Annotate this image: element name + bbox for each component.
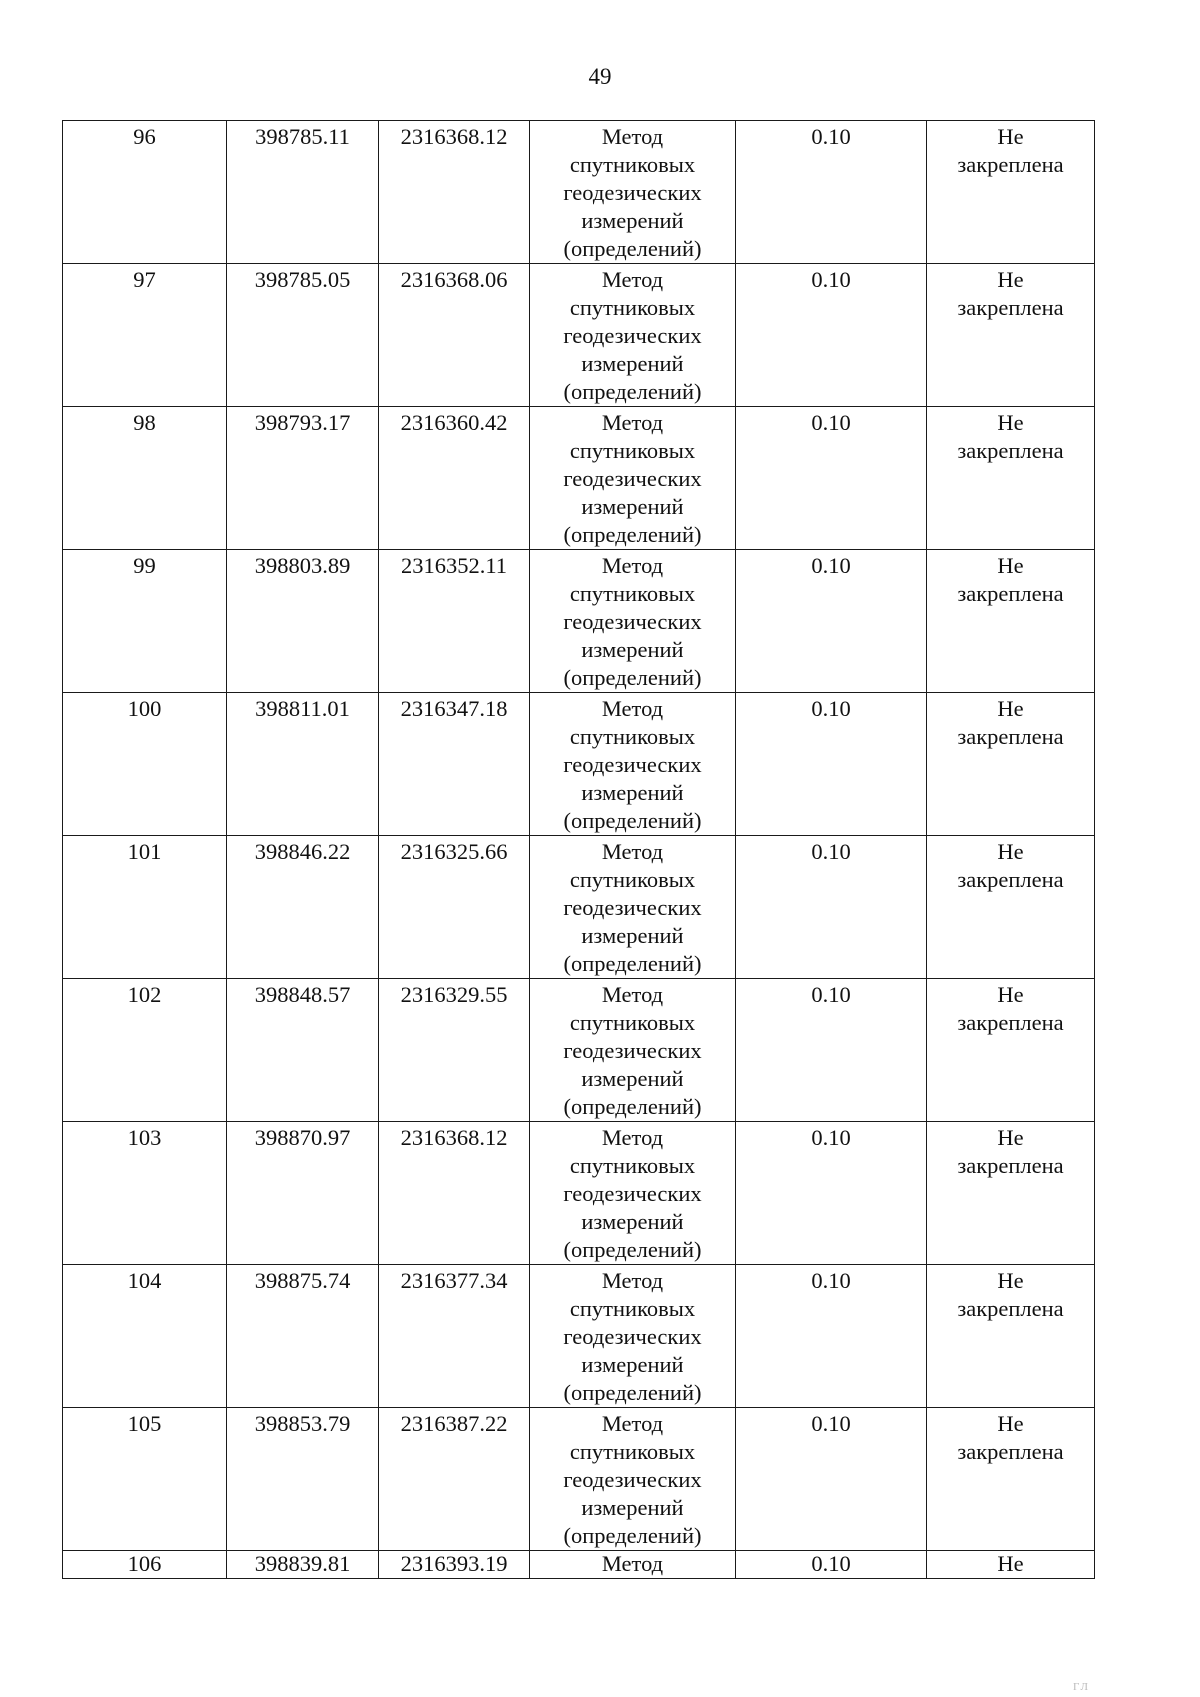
status-cell: Не закреплена [927, 693, 1095, 836]
table-row [63, 1408, 1095, 1551]
y-coordinate-cell: 2316329.55 [379, 979, 530, 1122]
y-coordinate-cell: 2316347.18 [379, 693, 530, 836]
method-cell: Метод спутниковых геодезических измерений (определений) [530, 693, 736, 836]
accuracy-cell: 0.10 [736, 121, 927, 264]
method-cell: Метод спутниковых геодезических измерений (определений) [530, 550, 736, 693]
point-number-cell: 100 [63, 693, 227, 836]
method-cell: Метод спутниковых геодезических измерений (определений) [530, 1122, 736, 1265]
status-cell: Не закреплена [927, 407, 1095, 550]
x-coordinate-cell: 398875.74 [227, 1265, 379, 1408]
method-cell: Метод спутниковых геодезических измерений (определений) [530, 836, 736, 979]
x-coordinate-cell: 398846.22 [227, 836, 379, 979]
x-coordinate-cell: 398811.01 [227, 693, 379, 836]
method-cell: Метод [530, 1551, 736, 1579]
table-row [63, 1122, 1095, 1265]
status-cell: Не закреплена [927, 1122, 1095, 1265]
point-number-cell: 106 [63, 1551, 227, 1579]
point-number-cell: 102 [63, 979, 227, 1122]
y-coordinate-cell: 2316377.34 [379, 1265, 530, 1408]
x-coordinate-cell: 398785.05 [227, 264, 379, 407]
status-cell: Не закреплена [927, 1408, 1095, 1551]
y-coordinate-cell: 2316393.19 [379, 1551, 530, 1579]
x-coordinate-cell: 398785.11 [227, 121, 379, 264]
method-cell: Метод спутниковых геодезических измерений (определений) [530, 407, 736, 550]
accuracy-cell: 0.10 [736, 407, 927, 550]
accuracy-cell: 0.10 [736, 264, 927, 407]
status-cell: Не закреплена [927, 121, 1095, 264]
y-coordinate-cell: 2316360.42 [379, 407, 530, 550]
status-cell: Не закреплена [927, 979, 1095, 1122]
accuracy-cell: 0.10 [736, 1551, 927, 1579]
accuracy-cell: 0.10 [736, 550, 927, 693]
x-coordinate-cell: 398839.81 [227, 1551, 379, 1579]
x-coordinate-cell: 398870.97 [227, 1122, 379, 1265]
method-cell: Метод спутниковых геодезических измерений (определений) [530, 979, 736, 1122]
x-coordinate-cell: 398803.89 [227, 550, 379, 693]
page-number: 49 [588, 64, 612, 89]
table-row [63, 1551, 1095, 1579]
y-coordinate-cell: 2316387.22 [379, 1408, 530, 1551]
x-coordinate-cell: 398793.17 [227, 407, 379, 550]
accuracy-cell: 0.10 [736, 1408, 927, 1551]
method-cell: Метод спутниковых геодезических измерений (определений) [530, 264, 736, 407]
table-row [63, 979, 1095, 1122]
coordinates-table-body [63, 121, 1095, 1579]
table-row [63, 407, 1095, 550]
status-cell: Не закреплена [927, 550, 1095, 693]
table-row [63, 264, 1095, 407]
coordinates-table [62, 120, 1095, 1579]
point-number-cell: 103 [63, 1122, 227, 1265]
method-cell: Метод спутниковых геодезических измерений (определений) [530, 121, 736, 264]
y-coordinate-cell: 2316352.11 [379, 550, 530, 693]
y-coordinate-cell: 2316368.06 [379, 264, 530, 407]
status-cell: Не [927, 1551, 1095, 1579]
table-row [63, 550, 1095, 693]
y-coordinate-cell: 2316368.12 [379, 1122, 530, 1265]
x-coordinate-cell: 398853.79 [227, 1408, 379, 1551]
y-coordinate-cell: 2316325.66 [379, 836, 530, 979]
accuracy-cell: 0.10 [736, 836, 927, 979]
point-number-cell: 101 [63, 836, 227, 979]
accuracy-cell: 0.10 [736, 1122, 927, 1265]
table-row [63, 693, 1095, 836]
status-cell: Не закреплена [927, 836, 1095, 979]
point-number-cell: 105 [63, 1408, 227, 1551]
point-number-cell: 96 [63, 121, 227, 264]
point-number-cell: 104 [63, 1265, 227, 1408]
accuracy-cell: 0.10 [736, 693, 927, 836]
corner-mark: ГЛ [1073, 1681, 1090, 1693]
table-row [63, 121, 1095, 264]
status-cell: Не закреплена [927, 264, 1095, 407]
y-coordinate-cell: 2316368.12 [379, 121, 530, 264]
point-number-cell: 99 [63, 550, 227, 693]
method-cell: Метод спутниковых геодезических измерений (определений) [530, 1408, 736, 1551]
x-coordinate-cell: 398848.57 [227, 979, 379, 1122]
status-cell: Не закреплена [927, 1265, 1095, 1408]
accuracy-cell: 0.10 [736, 979, 927, 1122]
point-number-cell: 97 [63, 264, 227, 407]
point-number-cell: 98 [63, 407, 227, 550]
method-cell: Метод спутниковых геодезических измерений (определений) [530, 1265, 736, 1408]
table-row [63, 1265, 1095, 1408]
table-row [63, 836, 1095, 979]
accuracy-cell: 0.10 [736, 1265, 927, 1408]
